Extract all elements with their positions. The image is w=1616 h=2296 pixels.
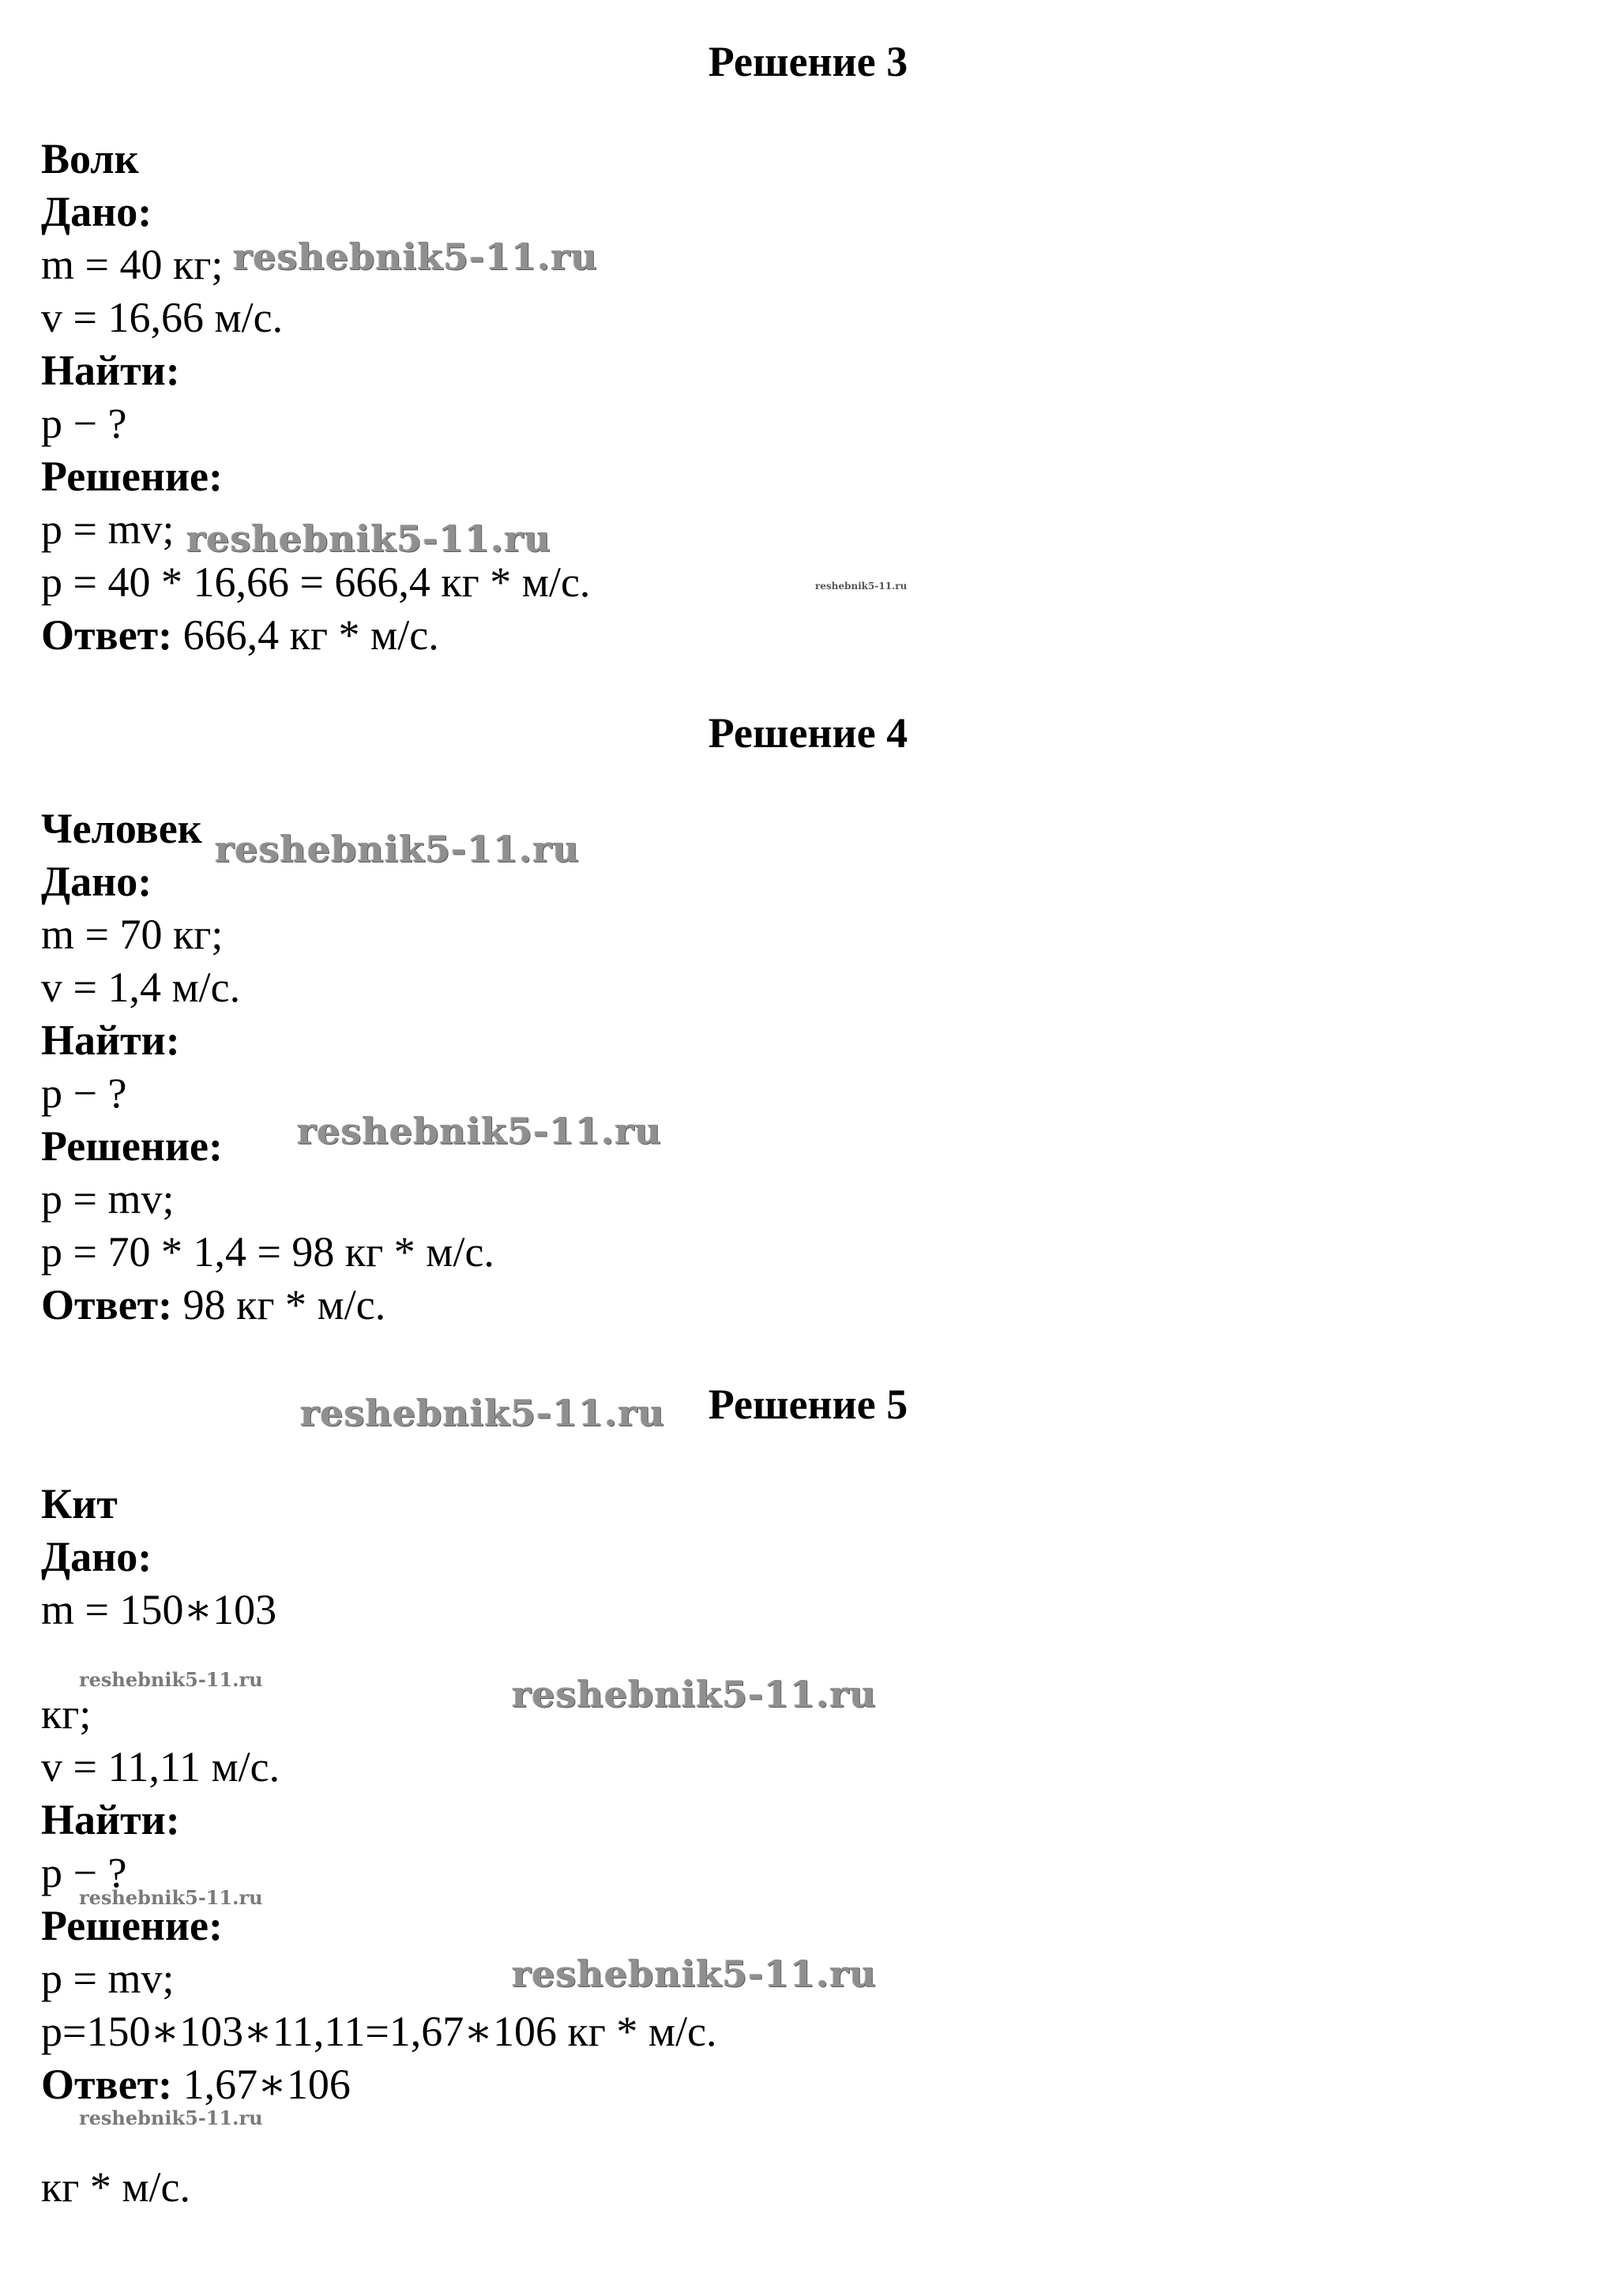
answer-label: Ответ: (41, 1281, 173, 1328)
answer-line (41, 1280, 385, 1329)
watermark: reshebnik5-11.ru (512, 1952, 877, 1995)
given-label: Дано: (41, 188, 152, 235)
section-heading: Решение 4 (708, 709, 908, 757)
given-line: v = 1,4 м/с. (41, 964, 241, 1011)
given-line: m = 70 кг; (41, 911, 224, 958)
answer-value: 666,4 кг * м/с. (172, 611, 439, 659)
answer-continuation: кг * м/с. (41, 2163, 191, 2211)
solution-line: p = 40 * 16,66 = 666,4 кг * м/с. (41, 558, 591, 606)
given-line: m = 40 кг; (41, 241, 224, 288)
solution-line: p = 70 * 1,4 = 98 кг * м/с. (41, 1228, 494, 1276)
solution-line: p = mv; (41, 505, 175, 553)
solution-line: p=150∗103∗11,11=1,67∗106 кг * м/с. (41, 2008, 717, 2055)
find-line: p − ? (41, 400, 127, 447)
given-line: v = 16,66 м/с. (41, 294, 284, 341)
solution-label: Решение: (41, 1902, 223, 1949)
find-label: Найти: (41, 1016, 180, 1064)
answer-label: Ответ: (41, 2061, 173, 2108)
find-line: p − ? (41, 1069, 127, 1117)
given-label: Дано: (41, 858, 152, 905)
answer-label: Ответ: (41, 611, 173, 659)
find-line: p − ? (41, 1849, 127, 1896)
subject-title: Волк (41, 135, 139, 182)
watermark: reshebnik5-11.ru (300, 1392, 665, 1434)
watermark: reshebnik5-11.ru (79, 1886, 263, 1909)
watermark: reshebnik5-11.ru (512, 1673, 877, 1715)
find-label: Найти: (41, 347, 180, 394)
solution-line: p = mv; (41, 1175, 175, 1223)
answer-value: 1,67∗106 (172, 2061, 351, 2108)
answer-line (41, 2060, 351, 2109)
answer-line (41, 611, 439, 659)
watermark: reshebnik5-11.ru (233, 235, 598, 278)
subject-title: Человек (41, 805, 202, 852)
solution-line: p = mv; (41, 1955, 175, 2002)
watermark: reshebnik5-11.ru (815, 581, 908, 592)
answer-value: 98 кг * м/с. (172, 1281, 386, 1328)
given-line: m = 150∗103 (41, 1586, 277, 1633)
section-heading: Решение 5 (708, 1381, 908, 1428)
watermark: reshebnik5-11.ru (79, 2106, 263, 2129)
solution-label: Решение: (41, 453, 223, 500)
subject-title: Кит (41, 1480, 118, 1528)
section-heading: Решение 3 (708, 38, 908, 85)
watermark: reshebnik5-11.ru (297, 1110, 662, 1152)
find-label: Найти: (41, 1796, 180, 1843)
solution-label: Решение: (41, 1122, 223, 1170)
given-line: v = 11,11 м/с. (41, 1743, 280, 1791)
given-line: кг; (41, 1690, 92, 1738)
watermark: reshebnik5-11.ru (215, 828, 580, 870)
watermark: reshebnik5-11.ru (79, 1668, 263, 1691)
watermark: reshebnik5-11.ru (186, 517, 551, 560)
given-label: Дано: (41, 1533, 152, 1580)
